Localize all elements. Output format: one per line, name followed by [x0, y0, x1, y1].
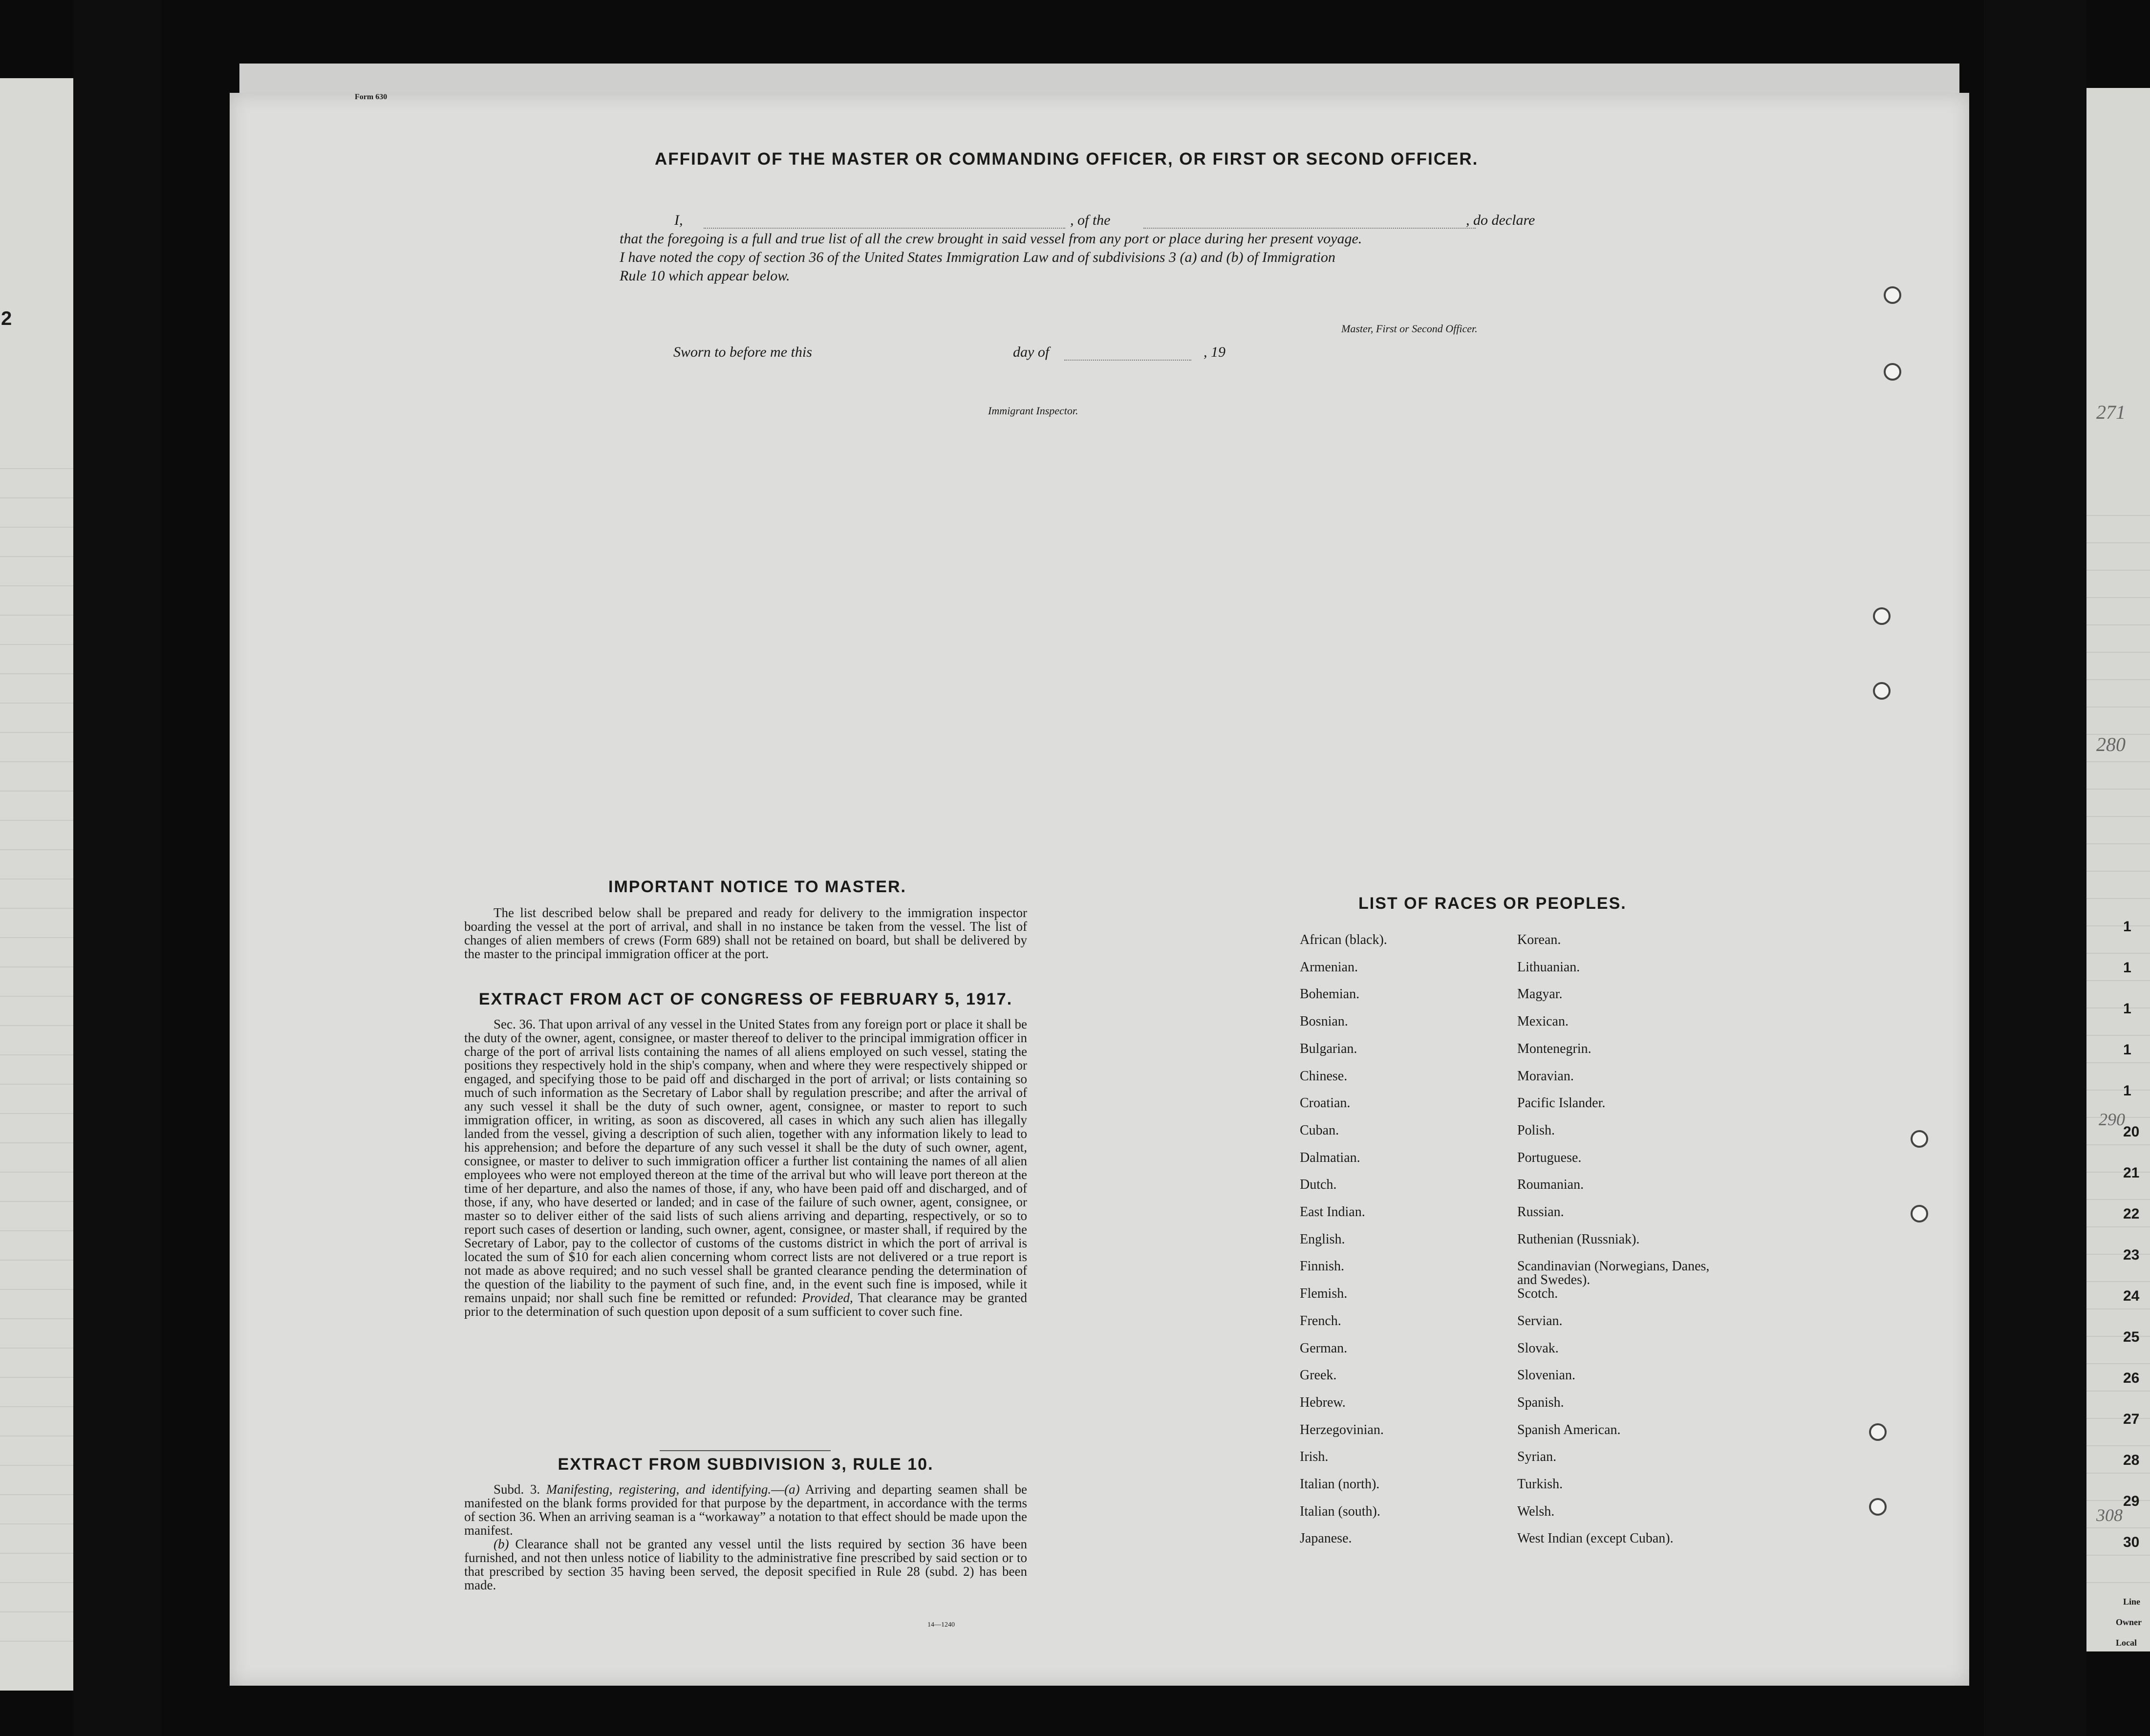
race-item: Italian (south). — [1300, 1503, 1380, 1519]
race-item: Spanish. — [1517, 1394, 1564, 1410]
race-item: Bohemian. — [1300, 986, 1360, 1002]
subd-title: Manifesting, registering, and identifying. — [546, 1482, 772, 1497]
race-item: English. — [1300, 1231, 1345, 1247]
right-page-lines — [2086, 489, 2150, 1588]
line-number: 25 — [2123, 1329, 2140, 1345]
line-number: 20 — [2123, 1124, 2140, 1140]
sec-text: That upon arrival of any vessel in the United States from any foreign port or place it shall be the duty of the owner, agent, consignee, or master thereof to deliver to the principal immigration officer in charge of the port of arrival lists containing the names of all aliens employed on such vessel, stating the positions they respectively hold in the ship's company, when and where they were respectively shipped or engaged, and specifying those to be paid off and discharged in the port of arrival; or lists containing so much of such information as the Secretary of Labor shall by regulation prescribe; and after the arrival of any such vessel it shall be the duty of such owner, agent, consignee, or master to report to such immigration officer, in writing, as soon as discovered, all cases in which any such alien has illegally landed from the vessel, giving a description of such alien, together with any information likely to lead to his apprehension; and before the departure of any such vessel it shall be the duty of such owner, agent, consignee, or master to deliver to such immigration officer a further list containing the names of all alien employees who were not employed thereon at the time of the arrival but who will leave port thereon at the time of her departure, and also the names of those, if any, who have been paid off and discharged, and of those, if any, who have deserted or landed; and in case of the failure of such owner, agent, consignee, or master so to deliver either of the said lists of such aliens arriving and departing, respectively, or so to report such cases of desertion or landing, such owner, agent, consignee, or master shall, if required by the Secretary of Labor, pay to the collector of customs of the customs district in which the port of arrival is located the sum of $10 for each alien concerning whom correct lists are not delivered or a true report is not made as above required; and no such vessel shall be granted clearance pending the determination of the question of the liability to the payment of such fine, and, in the event such fine is imposed, while it remains unpaid; nor shall such fine be remitted or refunded: — [464, 1017, 1028, 1305]
rule-extract-text — [464, 1482, 1027, 1592]
act-extract-heading: EXTRACT FROM ACT OF CONGRESS OF FEBRUARY 5, 1917. — [478, 990, 1013, 1008]
race-item: Herzegovinian. — [1300, 1422, 1384, 1437]
right-binding — [1984, 0, 2086, 1736]
race-item: Pacific Islander. — [1517, 1095, 1606, 1111]
notice-text — [464, 906, 1027, 961]
race-item: Italian (north). — [1300, 1477, 1380, 1492]
sworn-line — [673, 343, 1260, 362]
race-item: Cuban. — [1300, 1122, 1339, 1138]
line-number: 24 — [2123, 1288, 2140, 1304]
race-item: Lithuanian. — [1517, 959, 1580, 975]
punch-hole — [1873, 607, 1891, 625]
separator-rule — [660, 1450, 831, 1451]
line-number: 1 — [2123, 1042, 2131, 1058]
line-number: 1 — [2123, 919, 2131, 935]
handwritten-number: 308 — [2096, 1505, 2123, 1525]
race-item: Croatian. — [1300, 1095, 1351, 1111]
act-paragraph — [464, 1017, 1027, 1318]
footer-label: Local — [2116, 1638, 2137, 1648]
race-item: African (black). — [1300, 932, 1387, 947]
affidavit-title: AFFIDAVIT OF THE MASTER OR COMMANDING OFFICER, OR FIRST OR SECOND OFFICER. — [655, 150, 1479, 169]
race-item: Hebrew. — [1300, 1394, 1346, 1410]
race-item: Chinese. — [1300, 1068, 1348, 1084]
race-item: West Indian (except Cuban). — [1517, 1531, 1674, 1546]
race-item: Syrian. — [1517, 1449, 1557, 1465]
line-number: 22 — [2123, 1206, 2140, 1222]
subd-label: Subd. 3. — [494, 1482, 540, 1497]
line-number: 28 — [2123, 1452, 2140, 1468]
race-item: Portuguese. — [1517, 1150, 1582, 1165]
race-item: Scandinavian (Norwegians, Danes, and Swedes). — [1517, 1259, 1710, 1288]
line-number: 30 — [2123, 1534, 2140, 1550]
rule-paragraph-a: Subd. 3. Manifesting, registering, and identifying.—(a) Arriving and departing seamen shall be manifested on the blank forms provided for that purpose by the department, in accordance with the terms of section 36. When an arriving seaman is a “workaway” a notation to that effect should be made upon the manifest. — [464, 1482, 1028, 1538]
punch-hole — [1869, 1423, 1887, 1441]
race-item: Slovak. — [1517, 1340, 1559, 1356]
race-item: Dalmatian. — [1300, 1150, 1360, 1165]
footer-label: Line — [2123, 1597, 2141, 1607]
race-item: German. — [1300, 1340, 1348, 1356]
race-item: Bulgarian. — [1300, 1041, 1357, 1056]
act-extract-text — [464, 1017, 1027, 1318]
line-number: 26 — [2123, 1370, 2140, 1386]
vessel-blank — [1143, 228, 1476, 229]
day-of-label: day of — [1013, 344, 1050, 360]
left-page-number: 2 — [1, 308, 12, 329]
rule-paragraph-b — [464, 1537, 1027, 1592]
race-item: Turkish. — [1517, 1477, 1563, 1492]
line-number: 1 — [2123, 1001, 2131, 1017]
punch-hole — [1873, 682, 1891, 700]
handwritten-number: 271 — [2096, 401, 2126, 423]
sec-label: Sec. 36. — [494, 1017, 536, 1031]
master-signature-label: Master, First or Second Officer. — [1341, 322, 1478, 335]
a-text: Arriving and departing seamen shall be manifested on the blank forms provided for that purpose by the department, in accordance with the terms of section 36. When an arriving seaman is a “workaway” a notation to that effect should be made upon the manifest. — [464, 1482, 1028, 1538]
month-blank — [1064, 360, 1191, 361]
race-item: Korean. — [1517, 932, 1561, 947]
provided-label: Provided, — [802, 1290, 853, 1305]
race-item: East Indian. — [1300, 1204, 1365, 1220]
race-item: Ruthenian (Russniak). — [1517, 1231, 1640, 1247]
sworn-label: Sworn to before me this — [673, 344, 812, 360]
race-item: Polish. — [1517, 1122, 1555, 1138]
declaration-line1 — [674, 211, 1564, 230]
punch-hole — [1911, 1205, 1928, 1222]
race-item: Roumanian. — [1517, 1177, 1584, 1193]
line-number: 1 — [2123, 1083, 2131, 1099]
race-item: Irish. — [1300, 1449, 1329, 1465]
race-item: Servian. — [1517, 1313, 1563, 1329]
race-item: Finnish. — [1300, 1259, 1345, 1274]
rule-extract-heading: EXTRACT FROM SUBDIVISION 3, RULE 10. — [558, 1455, 934, 1474]
declaration-line4: Rule 10 which appear below. — [620, 268, 790, 284]
line-number: 21 — [2123, 1165, 2140, 1181]
b-text: Clearance shall not be granted any vessel until the lists required by section 36 have been furnished, and not then unless notice of liability to the administrative fine prescribed by said section or to that prescribed by section 35 having been served, the deposit specified in Rule 28 (subd. 2) has been made. — [464, 1537, 1028, 1592]
i-label: I, — [674, 212, 683, 228]
race-item: Montenegrin. — [1517, 1041, 1591, 1056]
race-item: Armenian. — [1300, 959, 1358, 975]
race-item: Slovenian. — [1517, 1368, 1575, 1383]
line-number: 29 — [2123, 1493, 2140, 1509]
race-item: Welsh. — [1517, 1503, 1555, 1519]
race-item: Scotch. — [1517, 1286, 1558, 1302]
form-number: Form 630 — [355, 93, 387, 101]
line-number: 23 — [2123, 1247, 2140, 1263]
a-label: (a) — [784, 1482, 800, 1497]
name-blank — [704, 228, 1065, 229]
sec-text-end: That clearance may be granted prior to the determination of such question upon deposit of a sum sufficient to cover such fine. — [464, 1290, 1028, 1319]
notice-heading: IMPORTANT NOTICE TO MASTER. — [608, 878, 906, 896]
races-heading: LIST OF RACES OR PEOPLES. — [1358, 894, 1627, 913]
declaration-line3: I have noted the copy of section 36 of the United States Immigration Law and of subdivisions 3 (a) and (b) of Immigration — [620, 249, 1335, 265]
handwritten-number: 290 — [2099, 1110, 2125, 1129]
race-item: Flemish. — [1300, 1286, 1348, 1302]
race-item: Mexican. — [1517, 1014, 1569, 1029]
punch-hole — [1869, 1498, 1887, 1516]
line-number: 27 — [2123, 1411, 2140, 1427]
punch-hole — [1884, 363, 1901, 381]
do-declare-label: , do declare — [1466, 212, 1535, 228]
race-item: Russian. — [1517, 1204, 1564, 1220]
race-item: Japanese. — [1300, 1531, 1352, 1546]
print-code: 14—1240 — [927, 1621, 955, 1629]
left-page-lines — [0, 440, 73, 1661]
race-item: French. — [1300, 1313, 1341, 1329]
declaration-line2: that the foregoing is a full and true list of all the crew brought in said vessel from any port or place during her present voyage. — [620, 231, 1362, 247]
race-item: Greek. — [1300, 1368, 1337, 1383]
notice-paragraph: The list described below shall be prepared and ready for delivery to the immigration inspector boarding the vessel at the port of arrival, and shall in no instance be taken from the vessel. The list of changes of alien members of crews (Form 689) shall not be retained on board, but shall be delivered by the master to the principal immigration officer at the port. — [464, 905, 1027, 961]
race-item: Dutch. — [1300, 1177, 1337, 1193]
footer-label: Owner — [2116, 1617, 2142, 1627]
b-label: (b) — [494, 1537, 509, 1551]
race-item: Magyar. — [1517, 986, 1563, 1002]
left-binding — [73, 0, 161, 1736]
year-label: , 19 — [1204, 344, 1226, 360]
inspector-label: Immigrant Inspector. — [988, 405, 1078, 417]
handwritten-number: 280 — [2096, 733, 2126, 755]
punch-hole — [1884, 286, 1901, 304]
race-item: Moravian. — [1517, 1068, 1574, 1084]
of-the-label: , of the — [1070, 212, 1111, 228]
line-number: 1 — [2123, 960, 2131, 976]
race-item: Bosnian. — [1300, 1014, 1348, 1029]
race-item: Spanish American. — [1517, 1422, 1621, 1437]
punch-hole — [1911, 1130, 1928, 1148]
